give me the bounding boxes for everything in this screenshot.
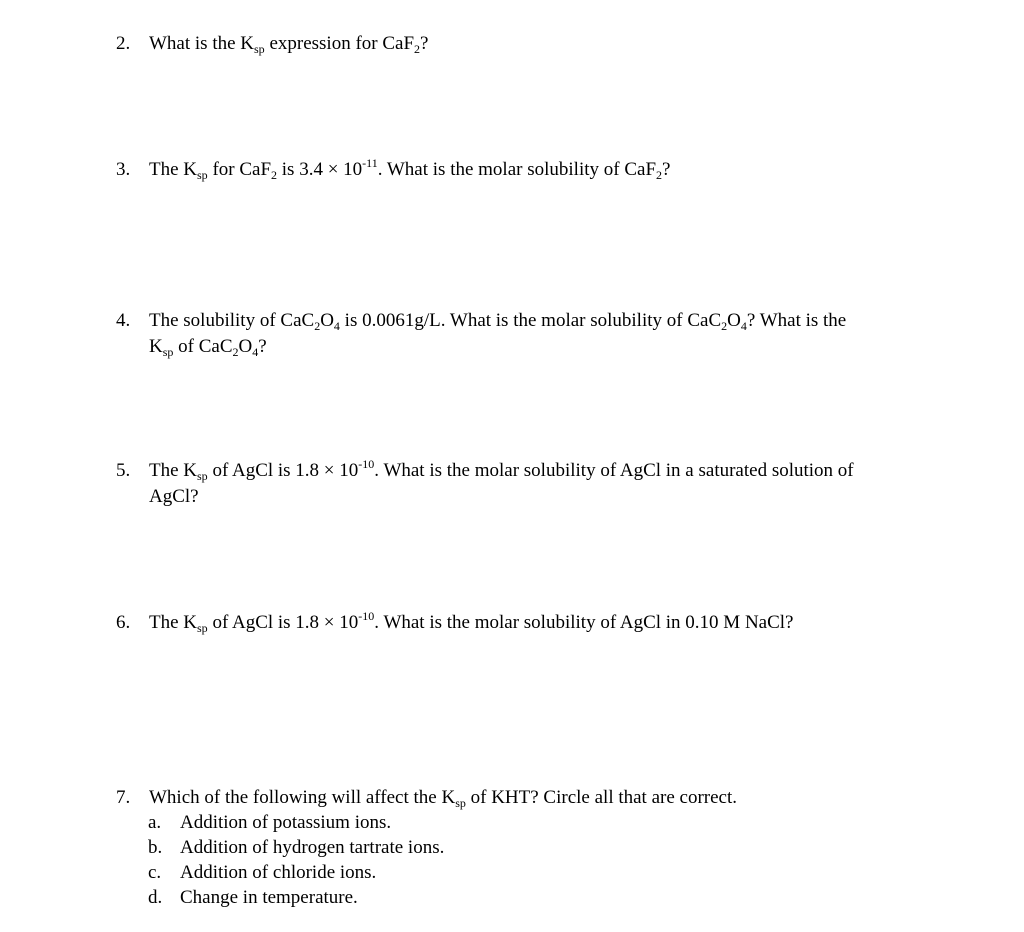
question-4 — [116, 308, 946, 360]
question-number: 7. — [116, 787, 131, 808]
question-text: The $K_{sp}$ for CaF$_2$ is $3.4 \times 10^{-11}$. What is the molar solubility of CaF$_2$? — [149, 156, 671, 182]
question-number: 5. — [116, 460, 131, 481]
option-d — [148, 885, 444, 910]
option-letter: d. — [148, 887, 163, 908]
option-letter: a. — [148, 812, 162, 833]
question-text: Which of the following will affect the $K_{sp}$ of KHT? Circle all that are correct. — [149, 787, 738, 810]
option-text: Change in temperature. — [180, 887, 358, 908]
option-a — [148, 810, 444, 835]
question-number: 2. — [116, 33, 131, 54]
question-text: The $K_{sp}$ of AgCl is $1.8 \times 10^{-10}$. What is the molar solubility of AgCl in 0.10 M NaCl? — [149, 609, 794, 635]
question-3 — [116, 157, 946, 183]
question-5 — [116, 458, 946, 510]
option-text: Addition of hydrogen tartrate ions. — [180, 837, 445, 858]
option-text: Addition of chloride ions. — [180, 862, 377, 883]
option-letter: b. — [148, 837, 163, 858]
answer-options — [148, 810, 444, 910]
question-number: 4. — [116, 310, 131, 331]
question-text: The $K_{sp}$ of AgCl is $1.8 \times 10^{-10}$. What is the molar solubility of AgCl in a saturated solution of AgCl? — [149, 457, 854, 507]
question-text: What is the $K_{sp}$ expression for CaF$_2$? — [149, 33, 429, 56]
question-7 — [116, 785, 946, 811]
option-letter: c. — [148, 862, 162, 883]
option-text: Addition of potassium ions. — [180, 812, 392, 833]
option-b — [148, 835, 444, 860]
question-6 — [116, 610, 946, 636]
question-number: 3. — [116, 159, 131, 180]
option-c — [148, 860, 444, 885]
question-number: 6. — [116, 612, 131, 633]
question-2 — [116, 31, 946, 57]
question-text: The solubility of $CaC_2O_4$ is 0.0061g/L. What is the molar solubility of $CaC_2O_4$? What is the $K_{sp}$ of $CaC_2O_4$? — [149, 310, 847, 359]
